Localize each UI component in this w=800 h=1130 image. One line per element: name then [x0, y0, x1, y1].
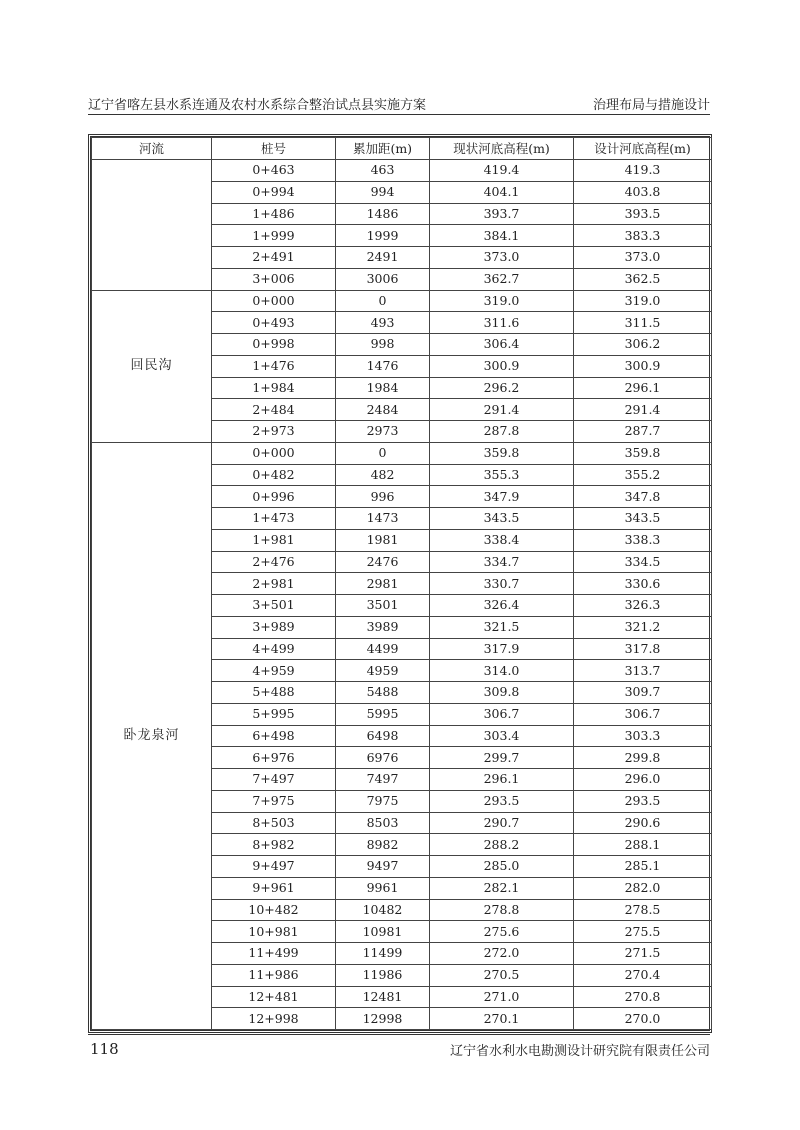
- cumulative-distance-cell: 5488: [336, 682, 430, 704]
- table-header-row: [92, 138, 712, 160]
- page-header: [88, 94, 710, 114]
- cumulative-distance-cell: 1981: [336, 529, 430, 551]
- station-cell: 5+995: [212, 703, 336, 725]
- table-row: [92, 160, 712, 182]
- current-bed-elevation-cell: 272.0: [430, 943, 574, 965]
- column-header-current-bed-elevation: 现状河底高程(m): [430, 138, 574, 160]
- design-bed-elevation-cell: 317.8: [574, 638, 712, 660]
- current-bed-elevation-cell: 347.9: [430, 486, 574, 508]
- current-bed-elevation-cell: 359.8: [430, 442, 574, 464]
- column-header-design-bed-elevation: 设计河底高程(m): [574, 138, 712, 160]
- station-cell: 9+497: [212, 856, 336, 878]
- station-cell: 5+488: [212, 682, 336, 704]
- cumulative-distance-cell: 10981: [336, 921, 430, 943]
- current-bed-elevation-cell: 296.2: [430, 377, 574, 399]
- current-bed-elevation-cell: 317.9: [430, 638, 574, 660]
- design-bed-elevation-cell: 278.5: [574, 899, 712, 921]
- current-bed-elevation-cell: 419.4: [430, 160, 574, 182]
- cumulative-distance-cell: 1486: [336, 203, 430, 225]
- cumulative-distance-cell: 11986: [336, 964, 430, 986]
- current-bed-elevation-cell: 306.4: [430, 334, 574, 356]
- station-cell: 1+476: [212, 355, 336, 377]
- river-name-cell: 卧龙泉河: [92, 442, 212, 1029]
- elevation-table-frame: [88, 134, 712, 1033]
- design-bed-elevation-cell: 383.3: [574, 225, 712, 247]
- elevation-table: [91, 137, 712, 1030]
- design-bed-elevation-cell: 321.2: [574, 616, 712, 638]
- station-cell: 4+959: [212, 660, 336, 682]
- cumulative-distance-cell: 463: [336, 160, 430, 182]
- cumulative-distance-cell: 1999: [336, 225, 430, 247]
- cumulative-distance-cell: 7497: [336, 769, 430, 791]
- design-bed-elevation-cell: 362.5: [574, 268, 712, 290]
- design-bed-elevation-cell: 288.1: [574, 834, 712, 856]
- design-bed-elevation-cell: 270.4: [574, 964, 712, 986]
- station-cell: 0+000: [212, 290, 336, 312]
- page-footer: [88, 1040, 710, 1060]
- column-header-river: 河流: [92, 138, 212, 160]
- station-cell: 3+006: [212, 268, 336, 290]
- current-bed-elevation-cell: 326.4: [430, 595, 574, 617]
- station-cell: 0+000: [212, 442, 336, 464]
- footer-rule: [88, 1034, 710, 1035]
- current-bed-elevation-cell: 355.3: [430, 464, 574, 486]
- station-cell: 11+986: [212, 964, 336, 986]
- cumulative-distance-cell: 493: [336, 312, 430, 334]
- station-cell: 6+976: [212, 747, 336, 769]
- station-cell: 0+996: [212, 486, 336, 508]
- station-cell: 2+491: [212, 247, 336, 269]
- current-bed-elevation-cell: 404.1: [430, 181, 574, 203]
- cumulative-distance-cell: 482: [336, 464, 430, 486]
- design-bed-elevation-cell: 338.3: [574, 529, 712, 551]
- design-bed-elevation-cell: 306.2: [574, 334, 712, 356]
- current-bed-elevation-cell: 319.0: [430, 290, 574, 312]
- cumulative-distance-cell: 3006: [336, 268, 430, 290]
- cumulative-distance-cell: 2491: [336, 247, 430, 269]
- current-bed-elevation-cell: 287.8: [430, 421, 574, 443]
- page-number: 118: [90, 1040, 119, 1058]
- design-bed-elevation-cell: 330.6: [574, 573, 712, 595]
- cumulative-distance-cell: 7975: [336, 790, 430, 812]
- cumulative-distance-cell: 0: [336, 290, 430, 312]
- current-bed-elevation-cell: 334.7: [430, 551, 574, 573]
- design-bed-elevation-cell: 403.8: [574, 181, 712, 203]
- river-name-cell: [92, 160, 212, 291]
- design-bed-elevation-cell: 343.5: [574, 508, 712, 530]
- station-cell: 1+473: [212, 508, 336, 530]
- design-bed-elevation-cell: 303.3: [574, 725, 712, 747]
- station-cell: 1+486: [212, 203, 336, 225]
- station-cell: 1+999: [212, 225, 336, 247]
- cumulative-distance-cell: 12998: [336, 1008, 430, 1030]
- station-cell: 4+499: [212, 638, 336, 660]
- current-bed-elevation-cell: 393.7: [430, 203, 574, 225]
- design-bed-elevation-cell: 299.8: [574, 747, 712, 769]
- current-bed-elevation-cell: 285.0: [430, 856, 574, 878]
- station-cell: 1+984: [212, 377, 336, 399]
- design-bed-elevation-cell: 309.7: [574, 682, 712, 704]
- station-cell: 10+482: [212, 899, 336, 921]
- design-bed-elevation-cell: 313.7: [574, 660, 712, 682]
- header-rule: [88, 114, 710, 115]
- current-bed-elevation-cell: 290.7: [430, 812, 574, 834]
- design-bed-elevation-cell: 296.1: [574, 377, 712, 399]
- column-header-cumulative-distance: 累加距(m): [336, 138, 430, 160]
- current-bed-elevation-cell: 288.2: [430, 834, 574, 856]
- design-bed-elevation-cell: 290.6: [574, 812, 712, 834]
- cumulative-distance-cell: 994: [336, 181, 430, 203]
- design-bed-elevation-cell: 311.5: [574, 312, 712, 334]
- current-bed-elevation-cell: 338.4: [430, 529, 574, 551]
- design-bed-elevation-cell: 306.7: [574, 703, 712, 725]
- design-bed-elevation-cell: 334.5: [574, 551, 712, 573]
- table-body: [92, 160, 712, 1030]
- station-cell: 2+476: [212, 551, 336, 573]
- station-cell: 7+975: [212, 790, 336, 812]
- current-bed-elevation-cell: 373.0: [430, 247, 574, 269]
- station-cell: 2+973: [212, 421, 336, 443]
- station-cell: 8+982: [212, 834, 336, 856]
- table-row: [92, 290, 712, 312]
- cumulative-distance-cell: 996: [336, 486, 430, 508]
- current-bed-elevation-cell: 296.1: [430, 769, 574, 791]
- design-bed-elevation-cell: 359.8: [574, 442, 712, 464]
- station-cell: 0+482: [212, 464, 336, 486]
- current-bed-elevation-cell: 271.0: [430, 986, 574, 1008]
- cumulative-distance-cell: 8982: [336, 834, 430, 856]
- current-bed-elevation-cell: 275.6: [430, 921, 574, 943]
- station-cell: 11+499: [212, 943, 336, 965]
- current-bed-elevation-cell: 384.1: [430, 225, 574, 247]
- current-bed-elevation-cell: 291.4: [430, 399, 574, 421]
- cumulative-distance-cell: 1984: [336, 377, 430, 399]
- current-bed-elevation-cell: 330.7: [430, 573, 574, 595]
- current-bed-elevation-cell: 321.5: [430, 616, 574, 638]
- cumulative-distance-cell: 5995: [336, 703, 430, 725]
- cumulative-distance-cell: 10482: [336, 899, 430, 921]
- current-bed-elevation-cell: 270.5: [430, 964, 574, 986]
- section-title: 治理布局与措施设计: [592, 98, 710, 113]
- cumulative-distance-cell: 1473: [336, 508, 430, 530]
- station-cell: 12+481: [212, 986, 336, 1008]
- column-header-station: 桩号: [212, 138, 336, 160]
- design-bed-elevation-cell: 296.0: [574, 769, 712, 791]
- current-bed-elevation-cell: 303.4: [430, 725, 574, 747]
- station-cell: 2+981: [212, 573, 336, 595]
- station-cell: 0+998: [212, 334, 336, 356]
- cumulative-distance-cell: 6498: [336, 725, 430, 747]
- document-title: 辽宁省喀左县水系连通及农村水系综合整治试点县实施方案: [88, 98, 427, 113]
- design-bed-elevation-cell: 419.3: [574, 160, 712, 182]
- design-bed-elevation-cell: 355.2: [574, 464, 712, 486]
- design-bed-elevation-cell: 347.8: [574, 486, 712, 508]
- current-bed-elevation-cell: 282.1: [430, 877, 574, 899]
- design-bed-elevation-cell: 287.7: [574, 421, 712, 443]
- cumulative-distance-cell: 4499: [336, 638, 430, 660]
- organization-name: 辽宁省水利水电勘测设计研究院有限责任公司: [449, 1044, 710, 1059]
- current-bed-elevation-cell: 299.7: [430, 747, 574, 769]
- cumulative-distance-cell: 2484: [336, 399, 430, 421]
- current-bed-elevation-cell: 309.8: [430, 682, 574, 704]
- design-bed-elevation-cell: 326.3: [574, 595, 712, 617]
- cumulative-distance-cell: 2476: [336, 551, 430, 573]
- cumulative-distance-cell: 4959: [336, 660, 430, 682]
- station-cell: 2+484: [212, 399, 336, 421]
- design-bed-elevation-cell: 270.0: [574, 1008, 712, 1030]
- current-bed-elevation-cell: 278.8: [430, 899, 574, 921]
- design-bed-elevation-cell: 285.1: [574, 856, 712, 878]
- cumulative-distance-cell: 9497: [336, 856, 430, 878]
- station-cell: 1+981: [212, 529, 336, 551]
- design-bed-elevation-cell: 291.4: [574, 399, 712, 421]
- design-bed-elevation-cell: 282.0: [574, 877, 712, 899]
- station-cell: 3+989: [212, 616, 336, 638]
- station-cell: 6+498: [212, 725, 336, 747]
- station-cell: 12+998: [212, 1008, 336, 1030]
- cumulative-distance-cell: 2981: [336, 573, 430, 595]
- design-bed-elevation-cell: 319.0: [574, 290, 712, 312]
- design-bed-elevation-cell: 275.5: [574, 921, 712, 943]
- cumulative-distance-cell: 8503: [336, 812, 430, 834]
- cumulative-distance-cell: 2973: [336, 421, 430, 443]
- station-cell: 7+497: [212, 769, 336, 791]
- table-row: [92, 442, 712, 464]
- cumulative-distance-cell: 0: [336, 442, 430, 464]
- cumulative-distance-cell: 11499: [336, 943, 430, 965]
- current-bed-elevation-cell: 306.7: [430, 703, 574, 725]
- current-bed-elevation-cell: 343.5: [430, 508, 574, 530]
- design-bed-elevation-cell: 300.9: [574, 355, 712, 377]
- station-cell: 0+463: [212, 160, 336, 182]
- cumulative-distance-cell: 3989: [336, 616, 430, 638]
- station-cell: 8+503: [212, 812, 336, 834]
- current-bed-elevation-cell: 300.9: [430, 355, 574, 377]
- current-bed-elevation-cell: 311.6: [430, 312, 574, 334]
- cumulative-distance-cell: 1476: [336, 355, 430, 377]
- design-bed-elevation-cell: 270.8: [574, 986, 712, 1008]
- river-name-cell: 回民沟: [92, 290, 212, 442]
- station-cell: 0+994: [212, 181, 336, 203]
- design-bed-elevation-cell: 393.5: [574, 203, 712, 225]
- design-bed-elevation-cell: 373.0: [574, 247, 712, 269]
- cumulative-distance-cell: 6976: [336, 747, 430, 769]
- current-bed-elevation-cell: 314.0: [430, 660, 574, 682]
- cumulative-distance-cell: 12481: [336, 986, 430, 1008]
- cumulative-distance-cell: 9961: [336, 877, 430, 899]
- cumulative-distance-cell: 3501: [336, 595, 430, 617]
- station-cell: 3+501: [212, 595, 336, 617]
- current-bed-elevation-cell: 270.1: [430, 1008, 574, 1030]
- current-bed-elevation-cell: 293.5: [430, 790, 574, 812]
- design-bed-elevation-cell: 271.5: [574, 943, 712, 965]
- current-bed-elevation-cell: 362.7: [430, 268, 574, 290]
- station-cell: 10+981: [212, 921, 336, 943]
- station-cell: 9+961: [212, 877, 336, 899]
- station-cell: 0+493: [212, 312, 336, 334]
- design-bed-elevation-cell: 293.5: [574, 790, 712, 812]
- cumulative-distance-cell: 998: [336, 334, 430, 356]
